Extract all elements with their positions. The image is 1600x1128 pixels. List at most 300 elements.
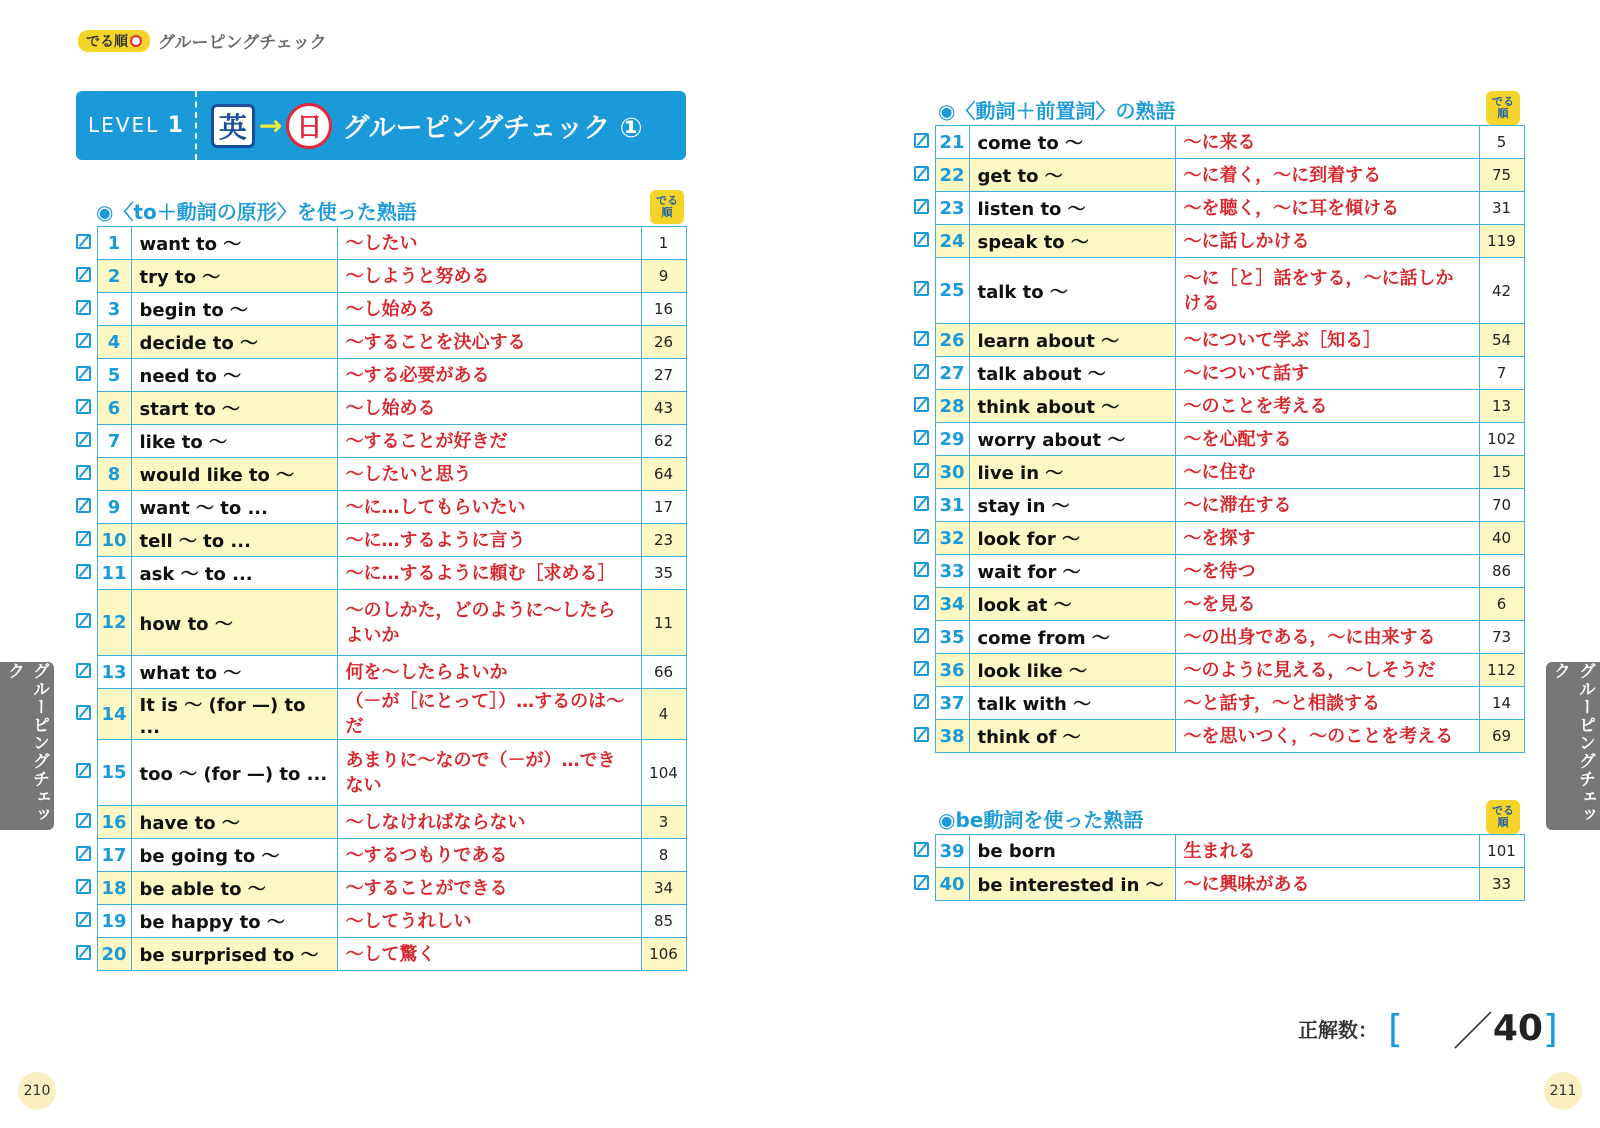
checkbox-icon[interactable] (914, 166, 929, 181)
idiom-japanese: ～することが好きだ (337, 425, 641, 458)
checkbox-icon[interactable] (914, 842, 929, 857)
idiom-row (914, 423, 1524, 456)
frequency-rank: 40 (1479, 522, 1524, 555)
idiom-japanese: ～のように見える，～しそうだ (1175, 654, 1479, 687)
idiom-number: 11 (97, 557, 131, 590)
idiom-row (914, 654, 1524, 687)
idiom-number: 23 (935, 192, 969, 225)
checkbox-cell[interactable] (914, 159, 935, 192)
frequency-rank: 64 (641, 458, 686, 491)
idiom-row (76, 260, 686, 293)
frequency-rank: 27 (641, 359, 686, 392)
frequency-rank: 14 (1479, 687, 1524, 720)
idiom-japanese: ～に興味がある (1175, 868, 1479, 901)
header-title: グルーピングチェック (158, 33, 327, 53)
idiom-table-verb-preposition (914, 125, 1525, 753)
idiom-row (914, 835, 1524, 868)
idiom-japanese: ～について学ぶ［知る］ (1175, 324, 1479, 357)
checkbox-cell[interactable] (76, 590, 97, 656)
checkbox-icon[interactable] (76, 663, 91, 678)
deru-icon-line2: 順 (661, 206, 673, 219)
checkbox-cell[interactable] (914, 390, 935, 423)
idiom-number: 28 (935, 390, 969, 423)
checkbox-icon[interactable] (914, 529, 929, 544)
idiom-japanese: ～を心配する (1175, 423, 1479, 456)
checkbox-cell[interactable] (914, 588, 935, 621)
frequency-rank: 69 (1479, 720, 1524, 753)
checkbox-icon[interactable] (76, 945, 91, 960)
frequency-rank: 34 (641, 872, 686, 905)
idiom-english: talk to ～ (969, 258, 1175, 324)
idiom-number: 12 (97, 590, 131, 656)
idiom-english: talk with ～ (969, 687, 1175, 720)
checkbox-icon[interactable] (76, 300, 91, 315)
checkbox-icon[interactable] (914, 694, 929, 709)
idiom-row (914, 192, 1524, 225)
frequency-rank: 43 (641, 392, 686, 425)
idiom-english: ask ～ to ... (131, 557, 337, 590)
idiom-english: start to ～ (131, 392, 337, 425)
frequency-rank: 62 (641, 425, 686, 458)
frequency-rank: 73 (1479, 621, 1524, 654)
idiom-number: 2 (97, 260, 131, 293)
checkbox-icon[interactable] (76, 813, 91, 828)
side-tab-right: グルーピングチェック (1546, 662, 1600, 830)
checkbox-cell[interactable] (914, 555, 935, 588)
idiom-japanese: ～したいと思う (337, 458, 641, 491)
japanese-char-circle: 日 (286, 103, 332, 149)
idiom-row (914, 126, 1524, 159)
idiom-row (914, 555, 1524, 588)
idiom-row (914, 357, 1524, 390)
checkbox-cell[interactable] (76, 392, 97, 425)
side-tab-left: グルーピングチェック (0, 662, 54, 830)
idiom-row (914, 258, 1524, 324)
score-label: 正解数： (1298, 1018, 1378, 1042)
idiom-number: 35 (935, 621, 969, 654)
logo-text: でる順 (86, 33, 128, 50)
idiom-japanese: ～を探す (1175, 522, 1479, 555)
idiom-row (76, 458, 686, 491)
idiom-japanese: （－が［にとって］）…するのは～だ (337, 689, 641, 740)
idiom-number: 26 (935, 324, 969, 357)
idiom-english: tell ～ to ... (131, 524, 337, 557)
idiom-number: 8 (97, 458, 131, 491)
arrow-right-icon: → (258, 109, 283, 142)
idiom-english: learn about ～ (969, 324, 1175, 357)
idiom-number: 22 (935, 159, 969, 192)
idiom-japanese: ～することを決心する (337, 326, 641, 359)
idiom-table-be-verb (914, 834, 1525, 901)
frequency-rank: 101 (1479, 835, 1524, 868)
checkbox-icon[interactable] (914, 133, 929, 148)
checkbox-cell[interactable] (914, 621, 935, 654)
idiom-english: want to ～ (131, 227, 337, 260)
idiom-number: 31 (935, 489, 969, 522)
idiom-english: be born (969, 835, 1175, 868)
checkbox-cell[interactable] (76, 656, 97, 689)
checkbox-cell[interactable] (76, 326, 97, 359)
idiom-number: 27 (935, 357, 969, 390)
idiom-row (914, 390, 1524, 423)
idiom-japanese: ～してうれしい (337, 905, 641, 938)
idiom-japanese: ～のしかた，どのように～したらよいか (337, 590, 641, 656)
idiom-number: 1 (97, 227, 131, 260)
idiom-number: 29 (935, 423, 969, 456)
deru-jun-icon (1486, 91, 1520, 125)
checkbox-icon[interactable] (914, 331, 929, 346)
checkbox-cell[interactable] (914, 868, 935, 901)
score-slash: ／ (1452, 1009, 1493, 1055)
checkbox-icon[interactable] (76, 763, 91, 778)
frequency-rank: 6 (1479, 588, 1524, 621)
page-number-left: 210 (18, 1072, 56, 1110)
idiom-english: look at ～ (969, 588, 1175, 621)
frequency-rank: 33 (1479, 868, 1524, 901)
frequency-rank: 106 (641, 938, 686, 971)
idiom-english: talk about ～ (969, 357, 1175, 390)
idiom-row (76, 227, 686, 260)
idiom-japanese: ～し始める (337, 293, 641, 326)
idiom-japanese: ～について話す (1175, 357, 1479, 390)
checkbox-cell[interactable] (76, 938, 97, 971)
frequency-rank: 23 (641, 524, 686, 557)
frequency-rank: 31 (1479, 192, 1524, 225)
idiom-row (914, 687, 1524, 720)
checkbox-icon[interactable] (76, 333, 91, 348)
checkbox-icon[interactable] (914, 595, 929, 610)
idiom-english: too ～ (for —) to ... (131, 740, 337, 806)
frequency-rank: 42 (1479, 258, 1524, 324)
frequency-rank: 13 (1479, 390, 1524, 423)
target-icon (130, 35, 142, 47)
idiom-row (76, 392, 686, 425)
checkbox-cell[interactable] (76, 458, 97, 491)
score-box (1298, 1000, 1558, 1057)
idiom-number: 38 (935, 720, 969, 753)
page-number-right: 211 (1544, 1072, 1582, 1110)
idiom-english: come to ～ (969, 126, 1175, 159)
frequency-rank: 9 (641, 260, 686, 293)
idiom-number: 24 (935, 225, 969, 258)
idiom-number: 7 (97, 425, 131, 458)
idiom-number: 6 (97, 392, 131, 425)
idiom-number: 5 (97, 359, 131, 392)
level-text: LEVEL (88, 113, 160, 137)
checkbox-cell[interactable] (76, 839, 97, 872)
idiom-row (914, 489, 1524, 522)
checkbox-cell[interactable] (76, 425, 97, 458)
checkbox-icon[interactable] (76, 498, 91, 513)
checkbox-cell[interactable] (76, 557, 97, 590)
checkbox-icon[interactable] (76, 705, 91, 720)
idiom-number: 13 (97, 656, 131, 689)
checkbox-icon[interactable] (914, 199, 929, 214)
frequency-rank: 102 (1479, 423, 1524, 456)
idiom-japanese: ～しなければならない (337, 806, 641, 839)
idiom-english: get to ～ (969, 159, 1175, 192)
section-title-verb-preposition: ◉〈動詞＋前置詞〉の熟語 (938, 99, 1176, 123)
idiom-number: 14 (97, 689, 131, 740)
idiom-english: worry about ～ (969, 423, 1175, 456)
idiom-english: It is ～ (for —) to ... (131, 689, 337, 740)
checkbox-cell[interactable] (914, 522, 935, 555)
idiom-english: be going to ～ (131, 839, 337, 872)
deru-jun-logo (78, 30, 150, 52)
frequency-rank: 5 (1479, 126, 1524, 159)
idiom-english: look like ～ (969, 654, 1175, 687)
idiom-table-to-infinitive (76, 226, 687, 971)
idiom-row (914, 621, 1524, 654)
checkbox-cell[interactable] (914, 654, 935, 687)
banner-divider (195, 91, 197, 160)
idiom-english: need to ～ (131, 359, 337, 392)
frequency-rank: 4 (641, 689, 686, 740)
checkbox-cell[interactable] (914, 225, 935, 258)
idiom-english: like to ～ (131, 425, 337, 458)
idiom-english: be able to ～ (131, 872, 337, 905)
checkbox-icon[interactable] (76, 531, 91, 546)
idiom-row (76, 293, 686, 326)
idiom-english: begin to ～ (131, 293, 337, 326)
level-number: 1 (167, 113, 185, 138)
idiom-row (914, 159, 1524, 192)
checkbox-cell[interactable] (76, 491, 97, 524)
checkbox-icon[interactable] (914, 364, 929, 379)
idiom-japanese: ～する必要がある (337, 359, 641, 392)
checkbox-cell[interactable] (76, 740, 97, 806)
checkbox-icon[interactable] (914, 875, 929, 890)
banner-title: グルーピングチェック ① (342, 113, 643, 144)
checkbox-icon[interactable] (914, 496, 929, 511)
checkbox-cell[interactable] (76, 293, 97, 326)
frequency-rank: 66 (641, 656, 686, 689)
idiom-japanese: 何を～したらよいか (337, 656, 641, 689)
checkbox-cell[interactable] (914, 489, 935, 522)
checkbox-cell[interactable] (76, 905, 97, 938)
checkbox-cell[interactable] (914, 192, 935, 225)
idiom-row (76, 656, 686, 689)
checkbox-icon[interactable] (914, 397, 929, 412)
checkbox-icon[interactable] (914, 727, 929, 742)
deru-icon-line2: 順 (1497, 107, 1509, 120)
idiom-japanese: ～するつもりである (337, 839, 641, 872)
idiom-japanese: あまりに～なので（－が）…できない (337, 740, 641, 806)
idiom-english: how to ～ (131, 590, 337, 656)
idiom-japanese: ～に…してもらいたい (337, 491, 641, 524)
frequency-rank: 11 (641, 590, 686, 656)
idiom-japanese: ～のことを考える (1175, 390, 1479, 423)
checkbox-cell[interactable] (914, 423, 935, 456)
checkbox-cell[interactable] (914, 456, 935, 489)
idiom-number: 9 (97, 491, 131, 524)
idiom-english: stay in ～ (969, 489, 1175, 522)
idiom-row (914, 456, 1524, 489)
idiom-number: 39 (935, 835, 969, 868)
idiom-row (914, 225, 1524, 258)
idiom-english: be surprised to ～ (131, 938, 337, 971)
idiom-number: 30 (935, 456, 969, 489)
idiom-row (914, 324, 1524, 357)
checkbox-icon[interactable] (914, 628, 929, 643)
page-header (78, 28, 327, 53)
idiom-english: what to ～ (131, 656, 337, 689)
checkbox-icon[interactable] (76, 613, 91, 628)
checkbox-cell[interactable] (76, 260, 97, 293)
frequency-rank: 1 (641, 227, 686, 260)
checkbox-cell[interactable] (914, 720, 935, 753)
idiom-number: 16 (97, 806, 131, 839)
idiom-japanese: ～を見る (1175, 588, 1479, 621)
idiom-english: come from ～ (969, 621, 1175, 654)
idiom-number: 40 (935, 868, 969, 901)
checkbox-icon[interactable] (76, 879, 91, 894)
frequency-rank: 104 (641, 740, 686, 806)
idiom-english: listen to ～ (969, 192, 1175, 225)
checkbox-icon[interactable] (76, 912, 91, 927)
deru-jun-icon (1486, 800, 1520, 834)
frequency-rank: 3 (641, 806, 686, 839)
idiom-japanese: ～に…するように言う (337, 524, 641, 557)
frequency-rank: 35 (641, 557, 686, 590)
idiom-english: want ～ to ... (131, 491, 337, 524)
deru-icon-line1: でる (656, 194, 678, 207)
frequency-rank: 75 (1479, 159, 1524, 192)
checkbox-cell[interactable] (76, 227, 97, 260)
checkbox-icon[interactable] (76, 399, 91, 414)
idiom-number: 4 (97, 326, 131, 359)
deru-icon-line1: でる (1492, 95, 1514, 108)
idiom-english: live in ～ (969, 456, 1175, 489)
idiom-japanese: 生まれる (1175, 835, 1479, 868)
english-char-box: 英 (211, 104, 255, 148)
checkbox-icon[interactable] (914, 463, 929, 478)
checkbox-icon[interactable] (76, 366, 91, 381)
idiom-number: 36 (935, 654, 969, 687)
checkbox-icon[interactable] (914, 430, 929, 445)
idiom-japanese: ～を思いつく，～のことを考える (1175, 720, 1479, 753)
idiom-japanese: ～したい (337, 227, 641, 260)
idiom-number: 18 (97, 872, 131, 905)
idiom-japanese: ～を待つ (1175, 555, 1479, 588)
checkbox-icon[interactable] (914, 562, 929, 577)
frequency-rank: 85 (641, 905, 686, 938)
idiom-number: 3 (97, 293, 131, 326)
checkbox-icon[interactable] (914, 661, 929, 676)
level-label (76, 113, 195, 138)
idiom-english: be interested in ～ (969, 868, 1175, 901)
idiom-row (76, 425, 686, 458)
checkbox-icon[interactable] (76, 846, 91, 861)
idiom-row (914, 522, 1524, 555)
idiom-english: look for ～ (969, 522, 1175, 555)
idiom-number: 19 (97, 905, 131, 938)
checkbox-cell[interactable] (914, 324, 935, 357)
checkbox-cell[interactable] (76, 689, 97, 740)
frequency-rank: 70 (1479, 489, 1524, 522)
checkbox-icon[interactable] (914, 281, 929, 296)
frequency-rank: 16 (641, 293, 686, 326)
frequency-rank: 7 (1479, 357, 1524, 390)
idiom-english: would like to ～ (131, 458, 337, 491)
frequency-rank: 17 (641, 491, 686, 524)
idiom-row (76, 524, 686, 557)
level-banner (76, 91, 686, 160)
checkbox-cell[interactable] (76, 524, 97, 557)
idiom-row (76, 590, 686, 656)
idiom-japanese: ～し始める (337, 392, 641, 425)
idiom-row (76, 938, 686, 971)
checkbox-icon[interactable] (914, 232, 929, 247)
deru-icon-line2: 順 (1497, 816, 1509, 829)
idiom-row (76, 806, 686, 839)
idiom-english: decide to ～ (131, 326, 337, 359)
section-title-to-infinitive: ◉〈to＋動詞の原形〉を使った熟語 (96, 200, 417, 224)
idiom-number: 20 (97, 938, 131, 971)
checkbox-cell[interactable] (914, 126, 935, 159)
frequency-rank: 119 (1479, 225, 1524, 258)
frequency-rank: 86 (1479, 555, 1524, 588)
checkbox-icon[interactable] (76, 432, 91, 447)
idiom-row (76, 689, 686, 740)
frequency-rank: 54 (1479, 324, 1524, 357)
idiom-japanese: ～しようと努める (337, 260, 641, 293)
checkbox-cell[interactable] (914, 687, 935, 720)
checkbox-cell[interactable] (914, 357, 935, 390)
idiom-english: try to ～ (131, 260, 337, 293)
idiom-number: 10 (97, 524, 131, 557)
idiom-japanese: ～して驚く (337, 938, 641, 971)
score-total: 40 (1492, 1008, 1543, 1049)
checkbox-cell[interactable] (76, 359, 97, 392)
idiom-japanese: ～に…するように頼む［求める］ (337, 557, 641, 590)
frequency-rank: 26 (641, 326, 686, 359)
idiom-number: 17 (97, 839, 131, 872)
idiom-number: 34 (935, 588, 969, 621)
idiom-japanese: ～の出身である，～に由来する (1175, 621, 1479, 654)
checkbox-cell[interactable] (76, 806, 97, 839)
checkbox-icon[interactable] (76, 564, 91, 579)
idiom-japanese: ～に住む (1175, 456, 1479, 489)
idiom-number: 15 (97, 740, 131, 806)
section-title-be-verb: ◉be動詞を使った熟語 (938, 808, 1144, 832)
idiom-english: have to ～ (131, 806, 337, 839)
checkbox-icon[interactable] (76, 465, 91, 480)
idiom-english: think of ～ (969, 720, 1175, 753)
idiom-row (914, 588, 1524, 621)
idiom-number: 32 (935, 522, 969, 555)
idiom-number: 21 (935, 126, 969, 159)
idiom-row (76, 740, 686, 806)
checkbox-cell[interactable] (914, 835, 935, 868)
idiom-row (76, 872, 686, 905)
idiom-japanese: ～に着く，～に到着する (1175, 159, 1479, 192)
idiom-japanese: ～することができる (337, 872, 641, 905)
idiom-english: wait for ～ (969, 555, 1175, 588)
idiom-number: 33 (935, 555, 969, 588)
checkbox-icon[interactable] (76, 267, 91, 282)
idiom-row (76, 905, 686, 938)
idiom-row (76, 557, 686, 590)
idiom-japanese: ～に［と］話をする，～に話しかける (1175, 258, 1479, 324)
idiom-japanese: ～に来る (1175, 126, 1479, 159)
score-close-bracket: ] (1542, 1006, 1558, 1051)
idiom-english: think about ～ (969, 390, 1175, 423)
checkbox-icon[interactable] (76, 234, 91, 249)
frequency-rank: 112 (1479, 654, 1524, 687)
checkbox-cell[interactable] (76, 872, 97, 905)
checkbox-cell[interactable] (914, 258, 935, 324)
